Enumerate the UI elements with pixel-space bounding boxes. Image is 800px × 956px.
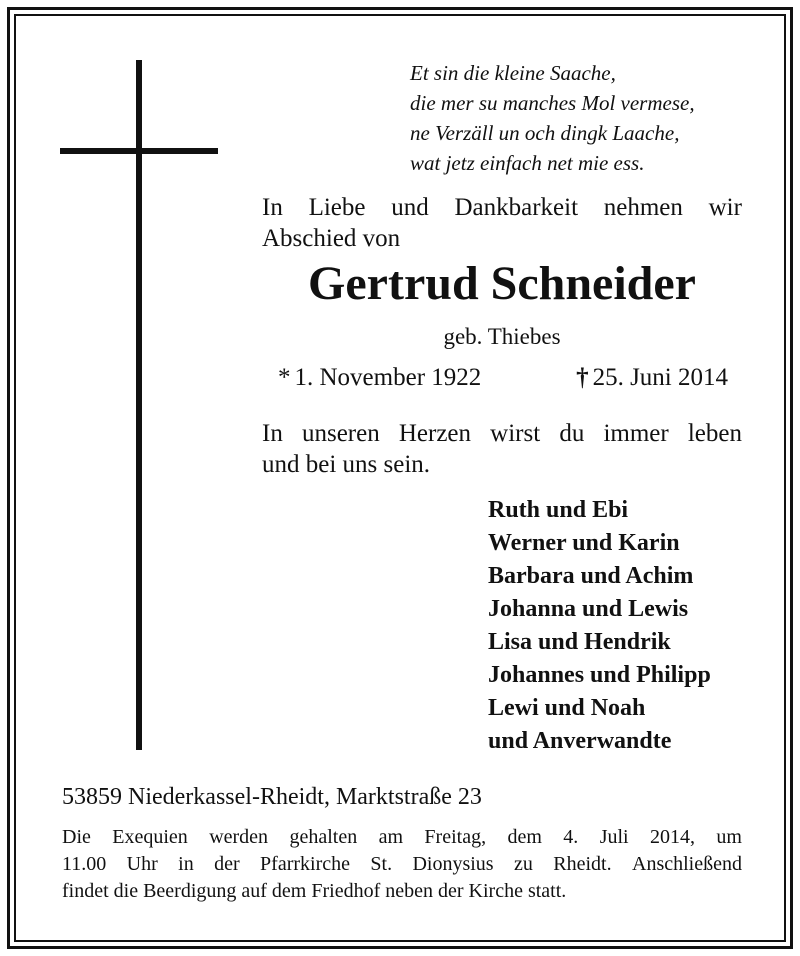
funeral-word: Rheidt.	[553, 853, 612, 875]
remembrance-word: immer	[603, 420, 669, 447]
funeral-word: Exequien	[112, 826, 188, 848]
intro-word: Dankbarkeit	[454, 194, 579, 221]
mourner: Werner und Karin	[488, 530, 680, 556]
poem-line: Et sin die kleine Saache,	[410, 61, 616, 85]
cross-icon-vertical-beam	[136, 60, 142, 750]
funeral-line-3	[62, 878, 742, 905]
funeral-word: Anschließend	[632, 853, 742, 875]
intro-word: wir	[708, 194, 742, 221]
funeral-word: Uhr	[126, 853, 158, 875]
cross-icon-horizontal-beam	[60, 148, 218, 154]
remembrance-word: wirst	[490, 420, 541, 447]
funeral-word: in	[178, 853, 194, 875]
remembrance-word: leben	[687, 420, 742, 447]
funeral-line-1	[62, 824, 742, 851]
life-dates	[278, 362, 728, 394]
death-date: 25. Juni 2014	[592, 364, 728, 391]
funeral-word: Juli	[599, 826, 629, 848]
remembrance-text	[262, 418, 742, 480]
born-name: geb. Thiebes	[443, 324, 561, 349]
funeral-word: dem	[507, 826, 542, 848]
funeral-word: zu	[513, 853, 533, 875]
funeral-word: am	[378, 826, 404, 848]
funeral-word: um	[716, 826, 742, 848]
funeral-word: 11.00	[62, 853, 107, 875]
mourner: Johannes und Philipp	[488, 662, 711, 688]
poem-line: ne Verzäll un och dingk Laache,	[410, 121, 680, 145]
mourner: Lewi und Noah	[488, 695, 646, 721]
remembrance-line-1	[262, 418, 742, 449]
intro-word: In	[262, 194, 283, 221]
death-date-group	[576, 362, 728, 394]
intro-word: nehmen	[603, 194, 683, 221]
intro-line-1	[262, 192, 742, 223]
funeral-word: 2014,	[649, 826, 695, 848]
poem-line: wat jetz einfach net mie ess.	[410, 151, 645, 175]
funeral-word: werden	[209, 826, 269, 848]
funeral-word: Dionysius	[412, 853, 494, 875]
intro-word: und	[391, 194, 429, 221]
mourner: Barbara und Achim	[488, 563, 694, 589]
mourner: und Anverwandte	[488, 728, 672, 754]
remembrance-word: In	[262, 420, 283, 447]
birth-date: 1. November 1922	[294, 364, 482, 391]
remembrance-word: du	[559, 420, 585, 447]
remembrance-word: Herzen	[398, 420, 472, 447]
mourner: Johanna und Lewis	[488, 596, 689, 622]
remembrance-line-2: und bei uns sein.	[262, 451, 431, 478]
funeral-word: 4.	[563, 826, 579, 848]
birth-date-group	[278, 362, 481, 394]
dagger-icon: †	[576, 364, 589, 391]
funeral-info	[62, 824, 742, 905]
funeral-word: Freitag,	[424, 826, 487, 848]
funeral-line-text: findet die Beerdigung auf dem Friedhof neben der Kirche statt.	[62, 880, 567, 902]
intro-word: Liebe	[308, 194, 366, 221]
funeral-word: der	[214, 853, 240, 875]
poem	[410, 58, 780, 178]
intro-line-2: Abschied von	[262, 225, 401, 252]
funeral-line-2	[62, 851, 742, 878]
intro-text	[262, 192, 742, 254]
funeral-word: St.	[370, 853, 393, 875]
poem-line: die mer su manches Mol vermese,	[410, 91, 695, 115]
funeral-word: Die	[62, 826, 91, 848]
mourner: Lisa und Hendrik	[488, 629, 671, 655]
remembrance-word: unseren	[301, 420, 380, 447]
funeral-word: gehalten	[289, 826, 358, 848]
funeral-word: Pfarrkirche	[260, 853, 350, 875]
mourner: Ruth und Ebi	[488, 497, 629, 523]
mourners-list	[488, 494, 768, 758]
deceased-name: Gertrud Schneider	[308, 257, 696, 310]
asterisk-icon: *	[278, 364, 291, 391]
address: 53859 Niederkassel-Rheidt, Marktstraße 23	[62, 784, 482, 810]
